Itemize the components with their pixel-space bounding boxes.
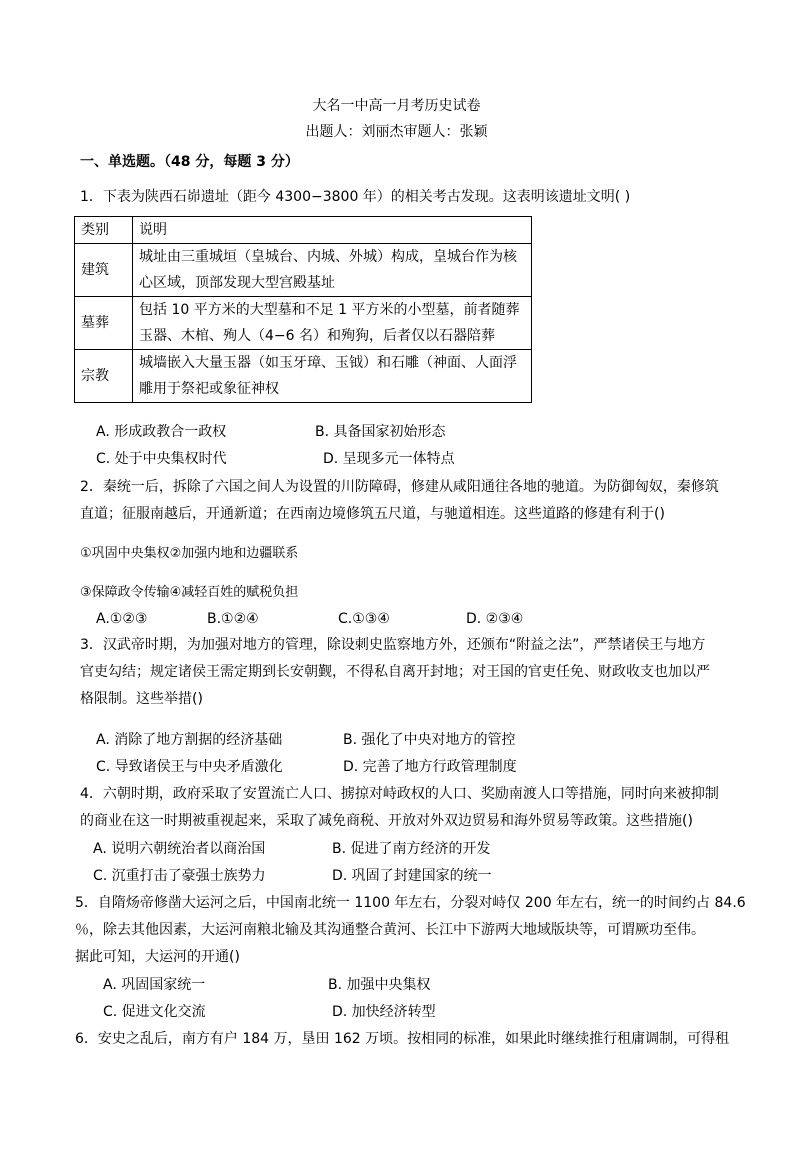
option-a: A. 说明六朝统治者以商治国: [93, 841, 266, 857]
question-2-items-1: ①巩固中央集权②加强内地和边疆联系: [80, 546, 299, 561]
page-title: 大名一中高一月考历史试卷: [312, 98, 481, 114]
option-c: C. 促进文化交流: [103, 1004, 206, 1020]
page-authors: 出题人：刘丽杰审题人：张颖: [305, 124, 488, 140]
table-cell-description: 城墙嵌入大量玉器（如玉牙璋、玉钺）和石雕（神面、人面浮雕用于祭祀或象征神权: [133, 350, 532, 403]
question-4-line-2: 的商业在这一时期被重视起来，采取了减免商税、开放对外双边贸易和海外贸易等政策。这些措施(): [80, 813, 693, 829]
option-d: D. 加快经济转型: [332, 1004, 436, 1020]
question-4-line-1: 4．六朝时期，政府采取了安置流亡人口、掳掠对峙政权的人口、奖励南渡人口等措施，同时向来被抑制: [80, 786, 719, 802]
table-cell-category: 墓葬: [75, 297, 133, 350]
option-c: C. 沉重打击了豪强士族势力: [93, 868, 266, 884]
option-b: B. 具备国家初始形态: [315, 424, 446, 440]
question-6-line-1: 6．安史之乱后，南方有户 184 万，垦田 162 万顷。按相同的标准，如果此时继续推行租庸调制，可得租: [75, 1031, 730, 1047]
option-b: B. 加强中央集权: [328, 977, 431, 993]
table-cell-description: 城址由三重城垣（皇城台、内城、外城）构成，皇城台作为核心区域，顶部发现大型宫殿基址: [133, 244, 532, 297]
table-cell-category: 建筑: [75, 244, 133, 297]
section-title: 一、单选题。（48 分，每题 3 分）: [80, 154, 299, 170]
option-d: D. ②③④: [466, 611, 524, 627]
option-a: A.①②③: [96, 611, 148, 627]
table-header-category: 类别: [75, 217, 133, 244]
question-5-line-1: 5．自隋炀帝修凿大运河之后，中国南北统一 1100 年左右，分裂对峙仅 200 年左右，统一的时间约占 84.6: [75, 895, 746, 911]
question-1-table: [74, 216, 532, 403]
option-b: B. 强化了中央对地方的管控: [343, 732, 516, 748]
table-cell-category: 宗教: [75, 350, 133, 403]
question-5-line-3: 据此可知，大运河的开通(): [75, 949, 240, 965]
question-3-line-1: 3．汉武帝时期，为加强对地方的管理，除设刺史监察地方外，还颁布“附益之法”，严禁诸侯王与地方: [80, 637, 706, 653]
option-b: B.①②④: [207, 611, 259, 627]
option-c: C. 处于中央集权时代: [96, 451, 227, 467]
option-a: A. 形成政教合一政权: [96, 424, 227, 440]
option-c: C.①③④: [338, 611, 390, 627]
table-cell-description: 包括 10 平方米的大型墓和不足 1 平方米的小型墓，前者随葬玉器、木棺、殉人（4−6 名）和殉狗，后者仅以石器陪葬: [133, 297, 532, 350]
option-a: A. 巩固国家统一: [103, 977, 206, 993]
question-5-line-2: ％，除去其他因素，大运河南粮北输及其沟通整合黄河、长江中下游两大地域版块等，可谓厥功至伟。: [75, 922, 705, 938]
option-a: A. 消除了地方割据的经济基础: [96, 732, 283, 748]
option-c: C. 导致诸侯王与中央矛盾激化: [96, 759, 283, 775]
table-header-description: 说明: [133, 217, 532, 244]
question-2-line-1: 2．秦统一后，拆除了六国之间人为设置的川防障碍，修建从咸阳通往各地的驰道。为防御匈奴，秦修筑: [80, 479, 719, 495]
option-d: D. 巩固了封建国家的统一: [332, 868, 492, 884]
option-d: D. 完善了地方行政管理制度: [343, 759, 517, 775]
question-3-line-2: 官吏勾结；规定诸侯王需定期到长安朝觐，不得私自离开封地；对王国的官吏任免、财政收支也加以严: [80, 664, 710, 680]
question-1-stem: 1．下表为陕西石峁遗址（距今 4300−3800 年）的相关考古发现。这表明该遗址文明( ): [80, 189, 631, 205]
option-d: D. 呈现多元一体特点: [323, 451, 455, 467]
question-3-line-3: 格限制。这些举措(): [80, 691, 203, 707]
question-2-items-2: ③保障政令传输④减轻百姓的赋税负担: [80, 585, 299, 600]
question-2-line-2: 直道；征服南越后，开通新道；在西南边境修筑五尺道，与驰道相连。这些道路的修建有利于(): [80, 506, 665, 522]
option-b: B. 促进了南方经济的开发: [332, 841, 491, 857]
